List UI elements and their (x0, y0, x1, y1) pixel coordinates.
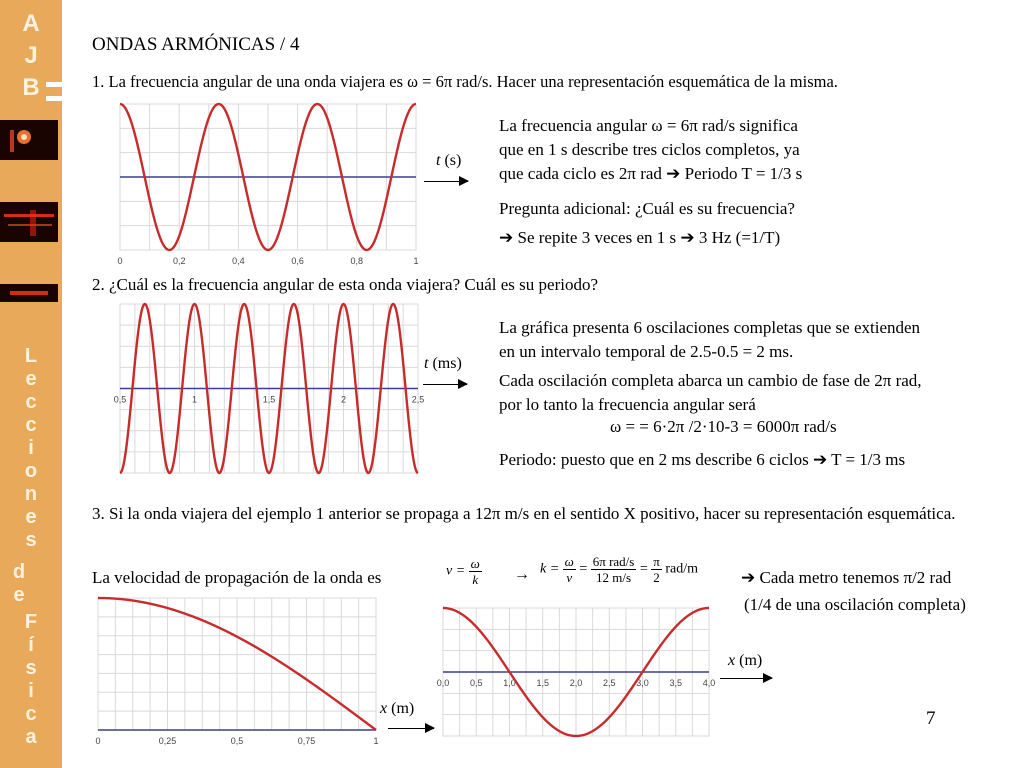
sidebar-vertical-letter: L (24, 345, 38, 367)
axis-unit: (s) (444, 152, 462, 169)
lamp-image (0, 120, 58, 160)
sidebar-vertical-letter: c (25, 391, 37, 413)
interference-image (0, 284, 58, 302)
q1-line: que cada ciclo es 2π rad ➔ Periodo T = 1/3 s (499, 164, 803, 183)
axis-unit: (m) (739, 652, 763, 669)
q2-line: en un intervalo temporal de 2.5-0.5 = 2 ms. (499, 342, 794, 361)
page-number: 7 (926, 708, 936, 729)
x-tick-label: 4,0 (702, 678, 716, 688)
x-tick-label: 2 (340, 394, 347, 405)
x-tick-label: 1 (413, 256, 419, 266)
sidebar-vertical-letter: c (25, 703, 37, 725)
fraction-den: k (472, 572, 479, 587)
x-tick-label: 0,4 (232, 256, 245, 266)
x-tick-label: 2,5 (411, 394, 425, 405)
fraction (651, 554, 662, 585)
q2-line: Periodo: puesto que en 2 ms describe 6 ciclos ➔ T = 1/3 ms (499, 450, 906, 469)
chart-wave-2 (112, 300, 425, 483)
axis-arrow (388, 728, 434, 729)
sidebar-decoration-bar (46, 82, 80, 87)
x-tick-label: 3,5 (669, 678, 683, 688)
fraction-den: 12 m/s (596, 570, 632, 585)
q2-line: por lo tanto la frecuencia angular será (499, 395, 756, 414)
sidebar-vertical-letter: e (25, 506, 37, 528)
chart-wave-3-zoom (92, 592, 384, 752)
chart-wave-3-full (437, 602, 719, 754)
axis-arrow (720, 678, 772, 679)
sidebar-vertical-letter: i (28, 437, 34, 459)
sidebar-photo-lamp (0, 120, 58, 160)
fraction (563, 554, 576, 585)
sidebar-vertical-letter: d (12, 561, 26, 583)
fraction-num: π (653, 554, 660, 569)
eq-lhs: v = (446, 563, 466, 579)
fraction (591, 554, 637, 585)
x-tick-label: 0 (117, 256, 123, 266)
x-tick-label: 0,5 (113, 394, 127, 405)
fraction-den: 2 (653, 570, 660, 585)
axis-arrow (423, 384, 467, 385)
sidebar-top-letter: J (24, 42, 38, 69)
x-tick-label: 1 (191, 394, 198, 405)
sidebar-decoration-bar (46, 96, 80, 101)
x-tick-label: 3,0 (636, 678, 649, 688)
q2-line: La gráfica presenta 6 oscilaciones completas que se extienden (499, 318, 921, 337)
axis-arrow (424, 181, 468, 182)
sidebar-vertical-letter: c (25, 414, 37, 436)
sidebar (0, 0, 62, 768)
x-tick-label: 1 (373, 736, 379, 746)
axis-label-x-m (380, 700, 414, 718)
x-tick-label: 0,2 (172, 256, 186, 266)
question-1: 1. La frecuencia angular de una onda viajera es ω = 6π rad/s. Hacer una representación esquemática de la misma. (92, 72, 838, 91)
eq-sign: = (579, 561, 588, 577)
x-tick-label: 1,5 (262, 394, 276, 405)
axis-label-t-ms (424, 355, 462, 373)
x-tick-label: 2,0 (569, 678, 583, 688)
q1-line: Pregunta adicional: ¿Cuál es su frecuencia? (499, 199, 795, 218)
velocity-text: La velocidad de propagación de la onda es (92, 568, 382, 587)
x-tick-label: 0,25 (158, 736, 177, 746)
sidebar-vertical-letter: F (24, 611, 38, 633)
q2-line: Cada oscilación completa abarca un cambio de fase de 2π rad, (499, 371, 922, 390)
fraction-den: v (566, 570, 573, 585)
x-tick-label: 1,5 (536, 678, 550, 688)
x-tick-label: 0 (95, 736, 101, 746)
fraction-num: 6π rad/s (592, 554, 635, 569)
sidebar-vertical-letter: s (25, 529, 37, 551)
x-tick-label: 1,0 (503, 678, 516, 688)
axis-var: x (380, 700, 388, 717)
sidebar-vertical-letter: n (24, 483, 38, 505)
sidebar-vertical-letter: i (28, 680, 34, 702)
x-tick-label: 0,5 (230, 736, 244, 746)
axis-label-x-m (728, 652, 762, 670)
sidebar-vertical-letter: e (25, 368, 37, 390)
axis-var: t (424, 355, 429, 372)
sidebar-vertical-letter: í (28, 634, 34, 656)
fraction-num: ω (564, 554, 574, 569)
x-tick-label: 0,5 (469, 678, 483, 688)
implies-arrow: → (514, 566, 530, 583)
result-line-2: (1/4 de una oscilación completa) (744, 595, 966, 614)
question-2: 2. ¿Cuál es la frecuencia angular de esta onda viajera? Cuál es su periodo? (92, 275, 598, 294)
eq-sign: = (639, 561, 648, 577)
q1-line: La frecuencia angular ω = 6π rad/s significa (499, 116, 798, 135)
equation-v (446, 556, 482, 587)
q1-line: que en 1 s describe tres ciclos completos, ya (499, 140, 800, 159)
sidebar-vertical-letter: a (25, 726, 37, 748)
x-tick-label: 2,5 (602, 678, 616, 688)
eq-unit: rad/m (665, 561, 698, 577)
axis-unit: (ms) (432, 355, 462, 372)
result-line-1: ➔ Cada metro tenemos π/2 rad (741, 568, 952, 587)
x-tick-label: 0,75 (297, 736, 316, 746)
eq-lhs: k = (540, 561, 560, 577)
sidebar-photo-fringes (0, 284, 58, 302)
sidebar-vertical-letter: e (13, 584, 25, 606)
q1-line: ➔ Se repite 3 veces en 1 s ➔ 3 Hz (=1/T) (499, 228, 781, 247)
axis-var: t (436, 152, 441, 169)
sidebar-top-letter: A (22, 10, 40, 37)
x-tick-label: 0,8 (350, 256, 364, 266)
axis-label-t-s (436, 152, 461, 170)
sidebar-photo-laser (0, 202, 58, 242)
axis-var: x (728, 652, 736, 669)
fraction (469, 556, 482, 587)
axis-unit: (m) (391, 700, 415, 717)
chart-wave-1 (112, 100, 420, 272)
sidebar-vertical-letter: o (24, 460, 38, 482)
page-title: ONDAS ARMÓNICAS / 4 (92, 34, 300, 55)
sidebar-vertical-letter: s (25, 657, 37, 679)
x-tick-label: 0,6 (291, 256, 304, 266)
sidebar-top-letter: B (22, 74, 40, 101)
q2-line: ω = = 6·2π /2·10-3 = 6000π rad/s (610, 417, 837, 436)
fraction-num: ω (470, 556, 480, 571)
x-tick-label: 0,0 (436, 678, 450, 688)
laser-image (0, 202, 58, 242)
question-3: 3. Si la onda viajera del ejemplo 1 anterior se propaga a 12π m/s en el sentido X positivo, hacer su representación esquemática. (92, 504, 956, 523)
equation-k (540, 554, 698, 585)
